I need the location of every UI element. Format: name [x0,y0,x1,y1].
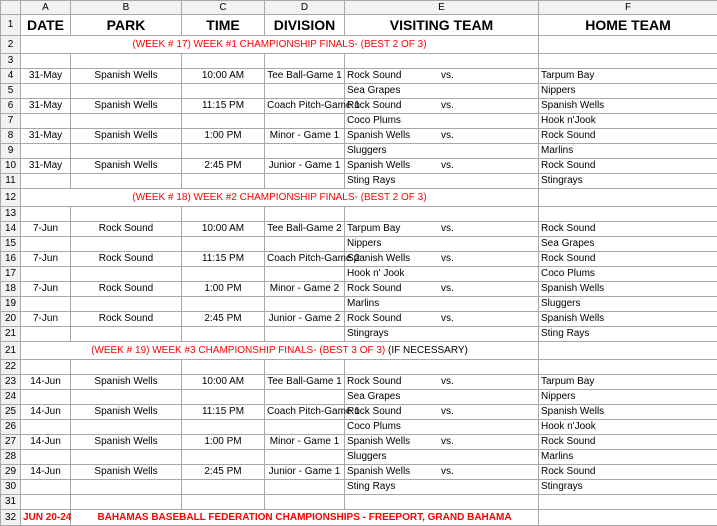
week-title-cell[interactable] [21,189,539,207]
empty-cell[interactable] [265,360,345,375]
vs-label: vs. [441,159,454,173]
division-cell[interactable]: Junior - Game 1 [265,465,345,480]
empty-cell[interactable] [345,495,539,510]
empty-cell[interactable] [265,450,345,465]
empty-cell[interactable] [182,207,265,222]
visiting-team-cell[interactable] [345,375,539,390]
empty-cell[interactable] [539,510,717,526]
date-cell[interactable]: 31-May [21,129,71,144]
row-number[interactable]: 6 [1,99,21,114]
empty-cell[interactable] [21,450,71,465]
table-row [1,282,717,297]
row-number[interactable]: 17 [1,267,21,282]
row-number[interactable]: 32 [1,510,21,526]
park-cell[interactable]: Spanish Wells [71,465,182,480]
park-cell[interactable]: Rock Sound [71,252,182,267]
date-cell[interactable]: 31-May [21,69,71,84]
time-cell[interactable]: 1:00 PM [182,282,265,297]
column-header-f[interactable]: F [539,1,717,15]
home-team-cell[interactable]: Sea Grapes [539,237,717,252]
empty-cell[interactable] [182,114,265,129]
empty-cell[interactable] [345,54,539,69]
visiting-team-cell[interactable] [345,465,539,480]
table-row [1,375,717,390]
empty-cell[interactable] [182,54,265,69]
empty-cell[interactable] [21,114,71,129]
time-cell[interactable]: 2:45 PM [182,465,265,480]
table-row [1,405,717,420]
date-cell[interactable]: 14-Jun [21,375,71,390]
vs-label: vs. [441,252,454,266]
week-title-row [1,36,717,54]
table-row [1,267,717,282]
visiting-team-cell[interactable] [345,435,539,450]
division-cell[interactable]: Tee Ball-Game 1 [265,69,345,84]
header-date[interactable]: DATE [21,15,71,36]
division-cell[interactable]: Minor - Game 2 [265,282,345,297]
date-cell[interactable]: 31-May [21,159,71,174]
row-number[interactable]: 4 [1,69,21,84]
row-number[interactable]: 21 [1,342,21,360]
division-cell[interactable]: Minor - Game 1 [265,435,345,450]
home-team-cell[interactable]: Nippers [539,84,717,99]
visiting-team-name: Spanish Wells [347,435,417,449]
home-team-cell[interactable]: Hook n'Jook [539,420,717,435]
visiting-team-cell[interactable]: Stingrays [345,327,539,342]
time-cell[interactable]: 2:45 PM [182,312,265,327]
home-team-cell[interactable]: Rock Sound [539,435,717,450]
visiting-team-name: Rock Sound [347,312,417,326]
header-visiting-team[interactable]: VISITING TEAM [345,15,539,36]
empty-cell[interactable] [182,84,265,99]
row-number[interactable]: 3 [1,54,21,69]
empty-cell[interactable] [71,237,182,252]
park-cell[interactable]: Rock Sound [71,282,182,297]
empty-cell[interactable] [21,480,71,495]
home-team-cell[interactable]: Spanish Wells [539,282,717,297]
row-number[interactable]: 23 [1,375,21,390]
empty-cell[interactable] [71,267,182,282]
table-row [1,312,717,327]
home-team-cell[interactable]: Rock Sound [539,465,717,480]
time-cell[interactable]: 10:00 AM [182,69,265,84]
empty-cell[interactable] [182,237,265,252]
row-number[interactable]: 8 [1,129,21,144]
empty-cell[interactable] [539,360,717,375]
empty-cell[interactable] [21,237,71,252]
park-cell[interactable]: Spanish Wells [71,69,182,84]
empty-cell[interactable] [71,297,182,312]
empty-cell[interactable] [182,144,265,159]
division-cell[interactable]: Tee Ball-Game 1 [265,375,345,390]
empty-cell[interactable] [21,54,71,69]
empty-cell[interactable] [21,495,71,510]
column-header-a[interactable]: A [21,1,71,15]
division-cell[interactable]: Coach Pitch-Game 1 [265,405,345,420]
header-time[interactable]: TIME [182,15,265,36]
table-row-empty [1,360,717,375]
empty-cell[interactable] [265,327,345,342]
empty-cell[interactable] [265,420,345,435]
row-number[interactable]: 5 [1,84,21,99]
row-number[interactable]: 30 [1,480,21,495]
visiting-team-name: Spanish Wells [347,159,417,173]
empty-cell[interactable] [182,390,265,405]
empty-cell[interactable] [182,297,265,312]
park-cell[interactable]: Spanish Wells [71,435,182,450]
row-number[interactable]: 7 [1,114,21,129]
empty-cell[interactable] [71,174,182,189]
empty-cell[interactable] [265,54,345,69]
row-number[interactable]: 1 [1,15,21,36]
table-row [1,174,717,189]
table-row [1,99,717,114]
empty-cell[interactable] [265,174,345,189]
home-team-cell[interactable]: Marlins [539,144,717,159]
vs-label: vs. [441,465,454,479]
visiting-team-cell[interactable]: Sluggers [345,450,539,465]
empty-cell[interactable] [71,54,182,69]
park-cell[interactable]: Rock Sound [71,222,182,237]
empty-cell[interactable] [21,174,71,189]
empty-cell[interactable] [71,390,182,405]
visiting-team-cell[interactable]: Coco Plums [345,420,539,435]
visiting-team-cell[interactable]: Sting Rays [345,480,539,495]
table-row [1,465,717,480]
empty-cell[interactable] [182,360,265,375]
empty-cell[interactable] [539,342,717,360]
date-cell[interactable]: 7-Jun [21,252,71,267]
week-title-cell[interactable] [21,342,539,360]
empty-cell[interactable] [539,36,717,54]
home-team-cell[interactable]: Rock Sound [539,222,717,237]
vs-label: vs. [441,375,454,389]
home-team-cell[interactable]: Coco Plums [539,267,717,282]
week-title-text: (WEEK # 19) WEEK #3 CHAMPIONSHIP FINALS- (BEST 3 OF 3) [91,345,385,356]
table-row [1,129,717,144]
empty-cell[interactable] [539,495,717,510]
vs-label: vs. [441,405,454,419]
time-cell[interactable]: 2:45 PM [182,159,265,174]
division-cell[interactable]: Coach Pitch-Game 1 [265,99,345,114]
row-number[interactable]: 2 [1,36,21,54]
empty-cell[interactable] [539,207,717,222]
visiting-team-name: Rock Sound [347,405,417,419]
empty-cell[interactable] [182,267,265,282]
vs-label: vs. [441,129,454,143]
empty-cell[interactable] [21,84,71,99]
empty-cell[interactable] [71,144,182,159]
home-team-cell[interactable]: Hook n'Jook [539,114,717,129]
header-home-team[interactable]: HOME TEAM [539,15,717,36]
date-cell[interactable]: 31-May [21,99,71,114]
table-row [1,114,717,129]
park-cell[interactable]: Spanish Wells [71,375,182,390]
week-title-note: (IF NECESSARY) [388,345,468,356]
empty-cell[interactable] [265,144,345,159]
visiting-team-cell[interactable] [345,159,539,174]
time-cell[interactable]: 10:00 AM [182,375,265,390]
empty-cell[interactable] [265,114,345,129]
row-number[interactable]: 13 [1,207,21,222]
row-number[interactable]: 11 [1,174,21,189]
empty-cell[interactable] [265,237,345,252]
home-team-cell[interactable]: Stingrays [539,174,717,189]
visiting-team-cell[interactable]: Sting Rays [345,174,539,189]
row-number[interactable]: 27 [1,435,21,450]
row-number[interactable]: 24 [1,390,21,405]
empty-cell[interactable] [182,327,265,342]
park-cell[interactable]: Spanish Wells [71,99,182,114]
week-title-row [1,189,717,207]
home-team-cell[interactable]: Rock Sound [539,159,717,174]
week-title-row [1,342,717,360]
empty-cell[interactable] [21,297,71,312]
empty-cell[interactable] [71,84,182,99]
home-team-cell[interactable]: Spanish Wells [539,99,717,114]
division-cell[interactable]: Junior - Game 2 [265,312,345,327]
empty-cell[interactable] [265,297,345,312]
home-team-cell[interactable]: Nippers [539,390,717,405]
row-number[interactable]: 29 [1,465,21,480]
visiting-team-cell[interactable] [345,99,539,114]
visiting-team-name: Spanish Wells [347,465,417,479]
park-cell[interactable]: Spanish Wells [71,129,182,144]
vs-label: vs. [441,435,454,449]
empty-cell[interactable] [71,450,182,465]
empty-cell[interactable] [265,495,345,510]
home-team-cell[interactable]: Tarpum Bay [539,69,717,84]
column-header-d[interactable]: D [265,1,345,15]
home-team-cell[interactable]: Marlins [539,450,717,465]
time-cell[interactable]: 1:00 PM [182,435,265,450]
visiting-team-cell[interactable]: Sluggers [345,144,539,159]
table-row [1,237,717,252]
empty-cell[interactable] [265,84,345,99]
visiting-team-name: Rock Sound [347,99,417,113]
empty-cell[interactable] [345,360,539,375]
time-cell[interactable]: 11:15 PM [182,99,265,114]
table-row [1,420,717,435]
table-row [1,390,717,405]
division-cell[interactable]: Tee Ball-Game 2 [265,222,345,237]
table-row [1,69,717,84]
vs-label: vs. [441,282,454,296]
row-number[interactable]: 15 [1,237,21,252]
row-number[interactable]: 22 [1,360,21,375]
time-cell[interactable]: 1:00 PM [182,129,265,144]
empty-cell[interactable] [71,207,182,222]
empty-cell[interactable] [71,495,182,510]
row-number[interactable]: 28 [1,450,21,465]
footer-title[interactable]: BAHAMAS BASEBALL FEDERATION CHAMPIONSHIPS - FREEPORT, GRAND BAHAMA [71,510,539,526]
table-row [1,144,717,159]
empty-cell[interactable] [21,207,71,222]
table-row-empty [1,54,717,69]
visiting-team-name: Spanish Wells [347,129,417,143]
division-cell[interactable]: Junior - Game 1 [265,159,345,174]
home-team-cell[interactable]: Spanish Wells [539,405,717,420]
week-title-text: (WEEK # 17) WEEK #1 CHAMPIONSHIP FINALS- (BEST 2 OF 3) [132,39,426,50]
park-cell[interactable]: Spanish Wells [71,159,182,174]
table-header-row [1,15,717,36]
visiting-team-cell[interactable] [345,69,539,84]
week-title-cell[interactable] [21,36,539,54]
empty-cell[interactable] [71,420,182,435]
date-cell[interactable]: 14-Jun [21,405,71,420]
empty-cell[interactable] [182,174,265,189]
table-row [1,480,717,495]
empty-cell[interactable] [71,360,182,375]
empty-cell[interactable] [345,207,539,222]
home-team-cell[interactable]: Stingrays [539,480,717,495]
empty-cell[interactable] [21,390,71,405]
empty-cell[interactable] [71,480,182,495]
empty-cell[interactable] [71,114,182,129]
empty-cell[interactable] [182,495,265,510]
empty-cell[interactable] [265,207,345,222]
empty-cell[interactable] [265,390,345,405]
date-cell[interactable]: 14-Jun [21,465,71,480]
table-row [1,222,717,237]
home-team-cell[interactable]: Rock Sound [539,129,717,144]
division-cell[interactable]: Minor - Game 1 [265,129,345,144]
visiting-team-cell[interactable]: Coco Plums [345,114,539,129]
home-team-cell[interactable]: Spanish Wells [539,312,717,327]
row-number[interactable]: 31 [1,495,21,510]
visiting-team-name: Rock Sound [347,282,417,296]
row-number[interactable]: 16 [1,252,21,267]
date-cell[interactable]: 7-Jun [21,312,71,327]
home-team-cell[interactable]: Sting Rays [539,327,717,342]
visiting-team-cell[interactable]: Marlins [345,297,539,312]
visiting-team-cell[interactable] [345,282,539,297]
date-cell[interactable]: 7-Jun [21,282,71,297]
empty-cell[interactable] [21,420,71,435]
vs-label: vs. [441,312,454,326]
row-number[interactable]: 9 [1,144,21,159]
footer-row [1,510,717,526]
row-number[interactable]: 20 [1,312,21,327]
header-park[interactable]: PARK [71,15,182,36]
visiting-team-cell[interactable] [345,222,539,237]
park-cell[interactable]: Rock Sound [71,312,182,327]
visiting-team-cell[interactable] [345,405,539,420]
table-row-empty [1,495,717,510]
visiting-team-cell[interactable]: Hook n' Jook [345,267,539,282]
empty-cell[interactable] [21,144,71,159]
row-number[interactable]: 14 [1,222,21,237]
division-cell[interactable]: Coach Pitch-Game 2 [265,252,345,267]
vs-label: vs. [441,99,454,113]
column-header-row [1,1,717,15]
visiting-team-cell[interactable]: Sea Grapes [345,84,539,99]
visiting-team-name: Spanish Wells [347,252,417,266]
empty-cell[interactable] [265,480,345,495]
time-cell[interactable]: 10:00 AM [182,222,265,237]
visiting-team-name: Rock Sound [347,375,417,389]
vs-label: vs. [441,222,454,236]
visiting-team-cell[interactable] [345,129,539,144]
home-team-cell[interactable]: Rock Sound [539,252,717,267]
visiting-team-cell[interactable] [345,252,539,267]
footer-date[interactable]: JUN 20-24 [21,510,71,526]
visiting-team-cell[interactable]: Sea Grapes [345,390,539,405]
header-division[interactable]: DIVISION [265,15,345,36]
table-row [1,84,717,99]
empty-cell[interactable] [71,327,182,342]
visiting-team-cell[interactable] [345,312,539,327]
empty-cell[interactable] [21,360,71,375]
column-header-c[interactable]: C [182,1,265,15]
table-row [1,159,717,174]
table-row [1,327,717,342]
empty-cell[interactable] [539,189,717,207]
select-all-corner[interactable] [1,1,21,15]
row-number[interactable]: 18 [1,282,21,297]
empty-cell[interactable] [182,450,265,465]
week-title-text: (WEEK # 18) WEEK #2 CHAMPIONSHIP FINALS- (BEST 2 OF 3) [132,192,426,203]
table-row-empty [1,207,717,222]
row-number[interactable]: 10 [1,159,21,174]
visiting-team-name: Rock Sound [347,69,417,83]
empty-cell[interactable] [539,54,717,69]
column-header-e[interactable]: E [345,1,539,15]
visiting-team-name: Tarpum Bay [347,222,417,236]
home-team-cell[interactable]: Sluggers [539,297,717,312]
park-cell[interactable]: Spanish Wells [71,405,182,420]
empty-cell[interactable] [21,267,71,282]
visiting-team-cell[interactable]: Nippers [345,237,539,252]
time-cell[interactable]: 11:15 PM [182,252,265,267]
empty-cell[interactable] [265,267,345,282]
empty-cell[interactable] [182,480,265,495]
vs-label: vs. [441,69,454,83]
home-team-cell[interactable]: Tarpum Bay [539,375,717,390]
table-row [1,252,717,267]
table-row [1,297,717,312]
row-number[interactable]: 26 [1,420,21,435]
empty-cell[interactable] [21,327,71,342]
row-number[interactable]: 25 [1,405,21,420]
date-cell[interactable]: 14-Jun [21,435,71,450]
table-row [1,435,717,450]
empty-cell[interactable] [182,420,265,435]
date-cell[interactable]: 7-Jun [21,222,71,237]
table-row [1,450,717,465]
row-number[interactable]: 12 [1,189,21,207]
time-cell[interactable]: 11:15 PM [182,405,265,420]
row-number[interactable]: 21 [1,327,21,342]
row-number[interactable]: 19 [1,297,21,312]
column-header-b[interactable]: B [71,1,182,15]
